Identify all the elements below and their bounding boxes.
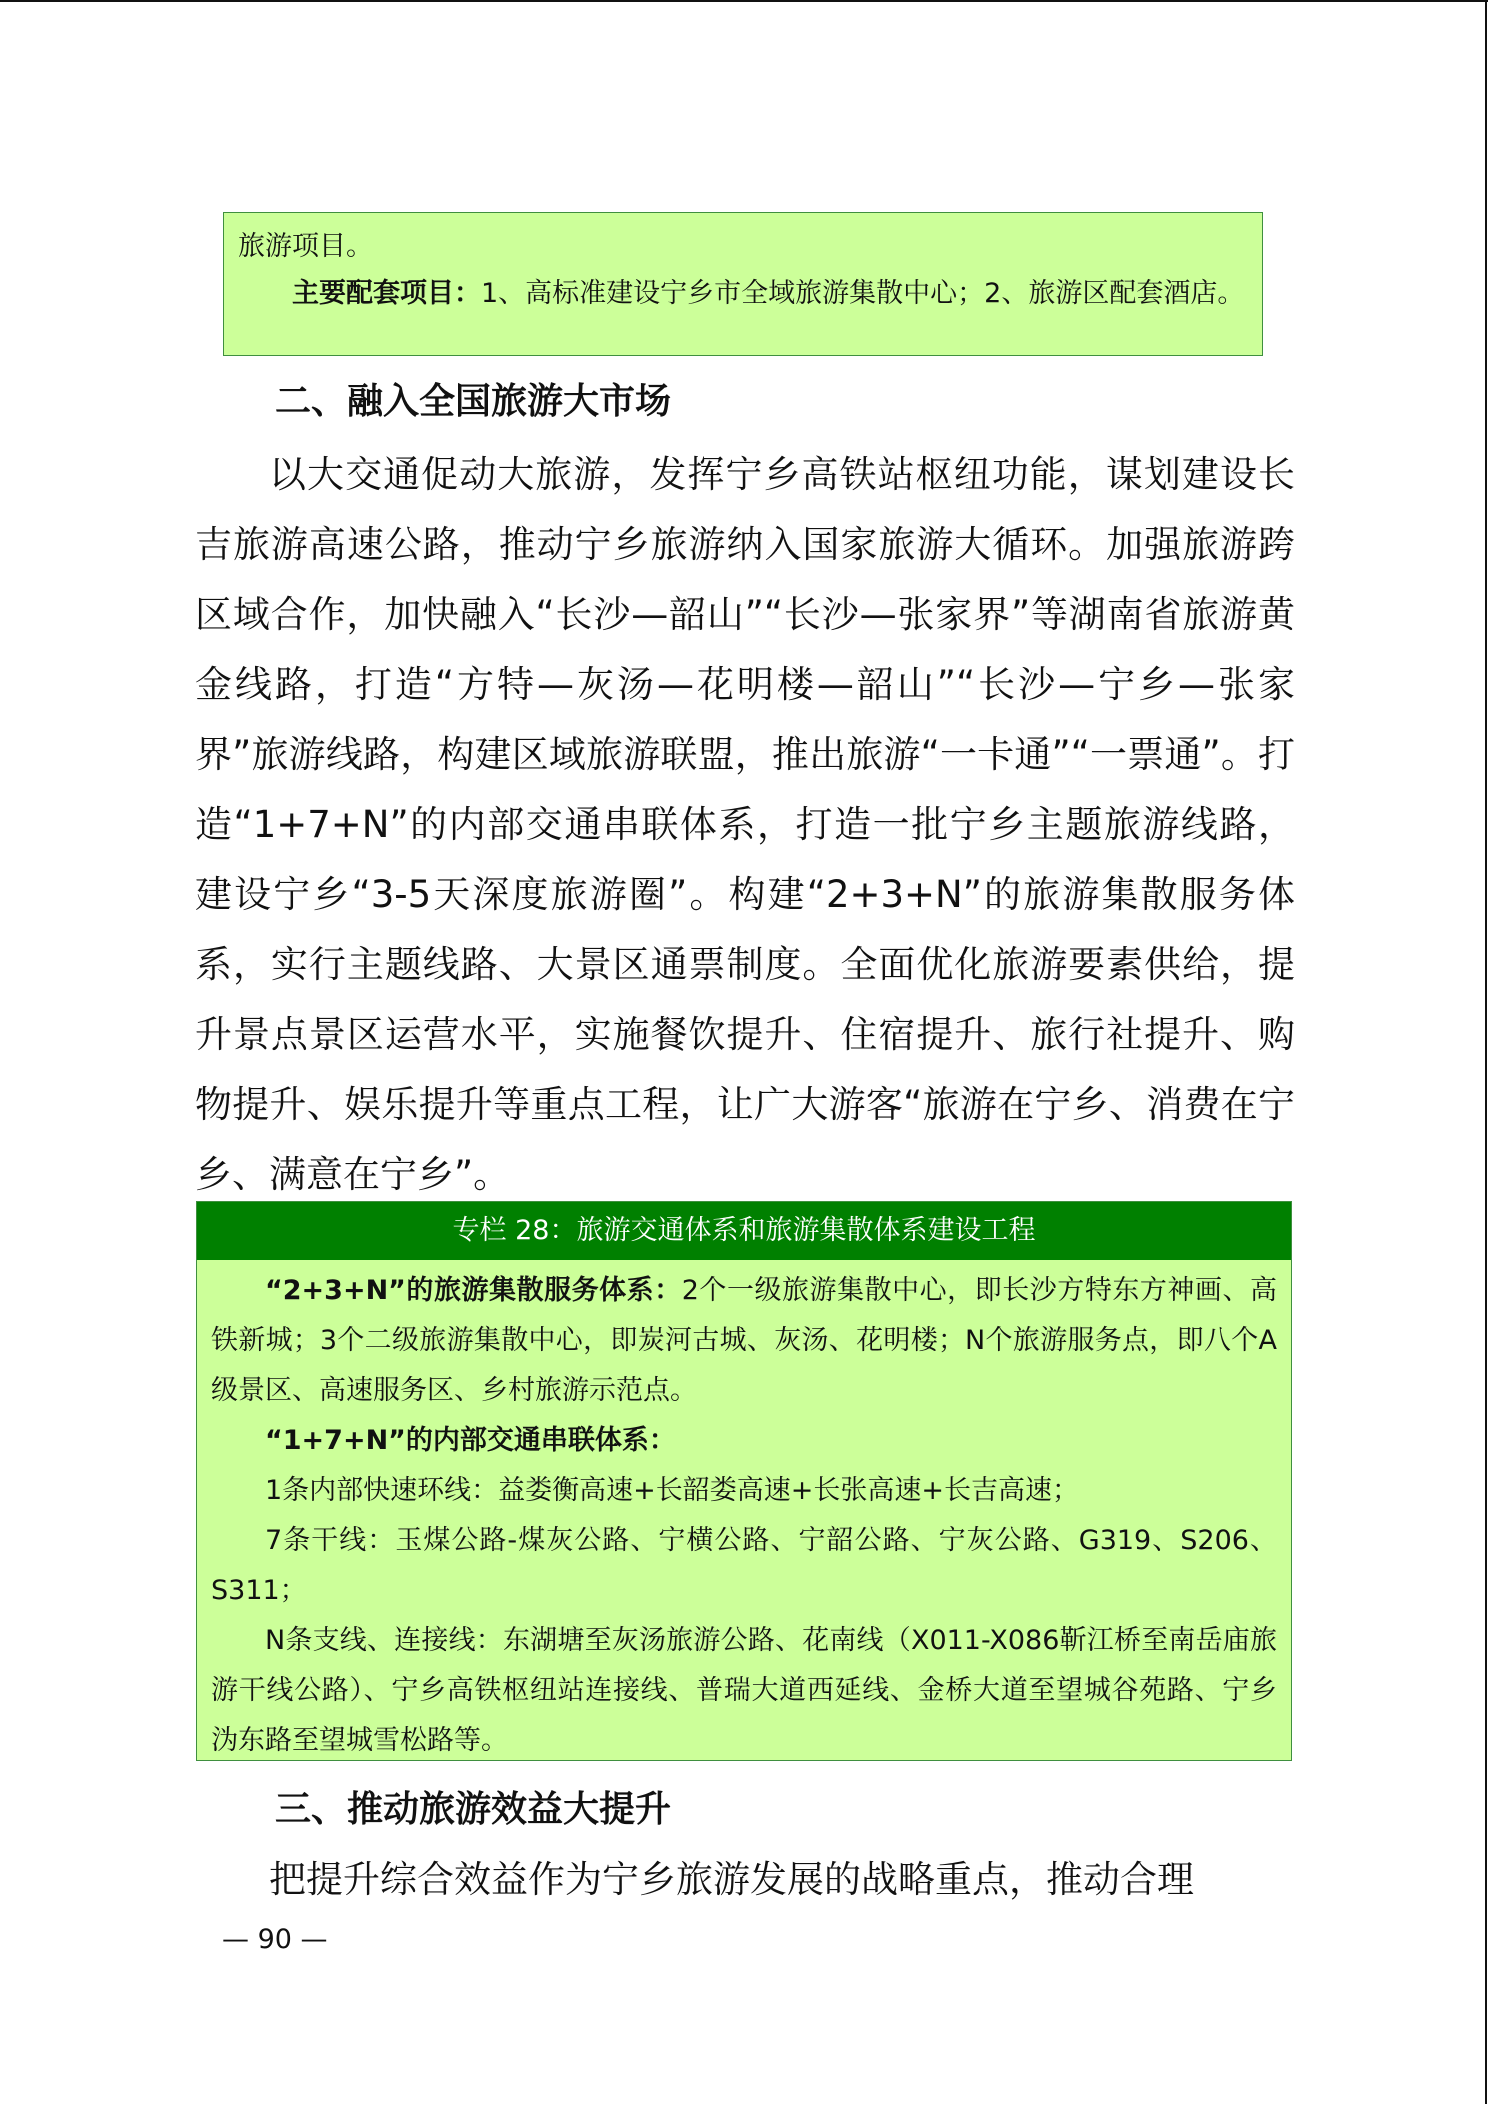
project-box-line: 旅游项目。 xyxy=(238,231,373,262)
column-28-title: 专栏 28：旅游交通体系和旅游集散体系建设工程 xyxy=(197,1202,1291,1260)
column-28-body xyxy=(197,1260,1291,1766)
page-top-border xyxy=(0,0,1488,2)
section-heading-3: 三、推动旅游效益大提升 xyxy=(275,1789,672,1830)
column-item-label: “1+7+N”的内部交通串联体系： xyxy=(265,1425,676,1456)
page-right-border xyxy=(1485,0,1487,2104)
column-item-text: 2个一级旅游集散中心，即长沙方特东方神画、高铁新城；3个二级旅游集散中心，即炭河古城、灰汤、花明楼；N个旅游服务点，即八个A级景区、高速服务区、乡村旅游示范点。 xyxy=(211,1275,1277,1406)
column-item-line: N条支线、连接线：东湖塘至灰汤旅游公路、花南线（X011-X086靳江桥至南岳庙旅游干线公路）、宁乡高铁枢纽站连接线、普瑞大道西延线、金桥大道至望城谷苑路、宁乡沩东路至望城雪松路等。 xyxy=(211,1625,1277,1756)
section-heading-2: 二、融入全国旅游大市场 xyxy=(275,381,672,422)
section-2-body xyxy=(195,440,1295,1210)
column-item-line: 7条干线：玉煤公路-煤灰公路、宁横公路、宁韶公路、宁灰公路、G319、S206、S311； xyxy=(211,1525,1277,1606)
column-item-line: 1条内部快速环线：益娄衡高速+长韶娄高速+长张高速+长吉高速； xyxy=(265,1475,1080,1506)
project-box xyxy=(223,212,1263,356)
column-28-box xyxy=(196,1201,1292,1761)
column-item xyxy=(211,1416,1277,1466)
section-3-body xyxy=(195,1845,1295,1915)
page-number: — 90 — xyxy=(222,1924,328,1955)
column-item-label: “2+3+N”的旅游集散服务体系： xyxy=(265,1275,682,1306)
section-3-paragraph: 把提升综合效益作为宁乡旅游发展的战略重点，推动合理 xyxy=(269,1858,1194,1901)
support-projects-text: 1、高标准建设宁乡市全域旅游集散中心；2、旅游区配套酒店。 xyxy=(481,278,1245,309)
support-projects xyxy=(238,270,1248,317)
section-2-paragraph: 以大交通促动大旅游，发挥宁乡高铁站枢纽功能，谋划建设长吉旅游高速公路，推动宁乡旅游纳入国家旅游大循环。加强旅游跨区域合作，加快融入“长沙—韶山”“长沙—张家界”等湖南省旅游黄金线路，打造“方特—灰汤—花明楼—韶山”“长沙—宁乡—张家界”旅游线路，构建区域旅游联盟，推出旅游“一卡通”“一票通”。打造“1+7+N”的内部交通串联体系，打造一批宁乡主题旅游线路，建设宁乡“3-5天深度旅游圈”。构建“2+3+N”的旅游集散服务体系，实行主题线路、大景区通票制度。全面优化旅游要素供给，提升景点景区运营水平，实施餐饮提升、住宿提升、旅行社提升、购物提升、娱乐提升等重点工程，让广大游客“旅游在宁乡、消费在宁乡、满意在宁乡”。 xyxy=(195,453,1295,1196)
support-projects-label: 主要配套项目： xyxy=(292,278,481,309)
column-item xyxy=(211,1266,1277,1416)
